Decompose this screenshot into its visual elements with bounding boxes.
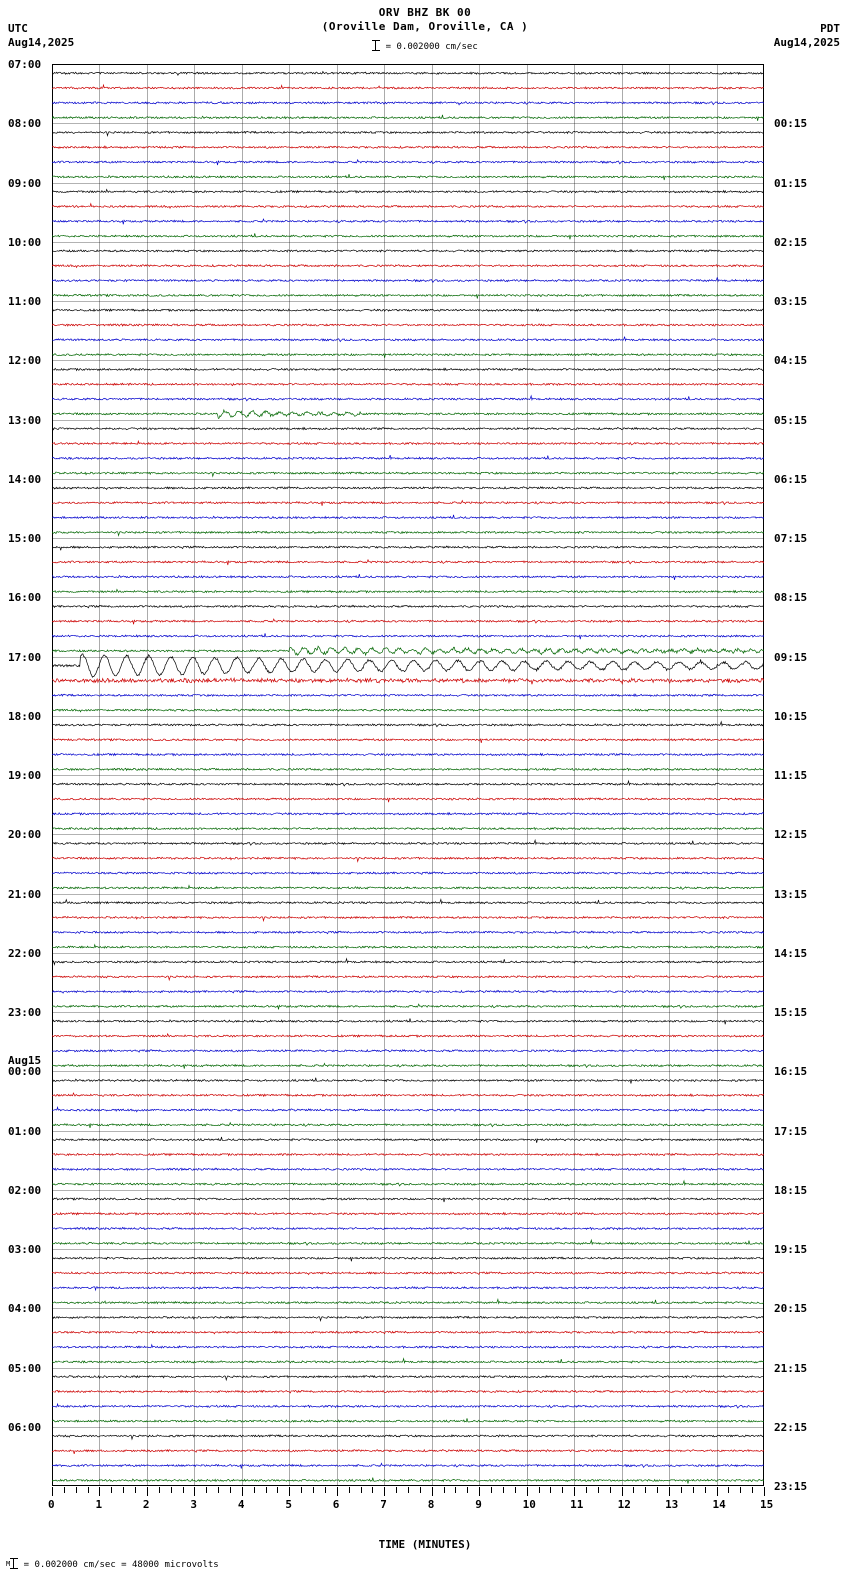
trace (52, 1153, 764, 1155)
pdt-timezone-label: PDT (820, 22, 840, 35)
x-tick-mark (396, 1487, 397, 1493)
utc-hour-label: 07:00 (8, 58, 42, 71)
trace (52, 560, 764, 565)
x-tick-label: 13 (665, 1498, 679, 1511)
trace (52, 131, 764, 135)
x-tick-label: 3 (190, 1498, 198, 1511)
trace (52, 990, 764, 993)
utc-hour-label: 21:00 (8, 887, 42, 901)
trace (52, 1418, 764, 1422)
trace (52, 368, 764, 370)
trace (52, 694, 764, 696)
utc-hour-label: 13:00 (8, 413, 42, 427)
x-tick-mark (527, 1487, 528, 1496)
x-tick-mark (610, 1487, 611, 1493)
x-tick-mark (171, 1487, 172, 1493)
trace (52, 589, 764, 592)
x-tick-mark (384, 1487, 385, 1496)
utc-date-label: Aug14,2025 (8, 36, 75, 49)
x-tick-mark (444, 1487, 445, 1493)
x-tick-mark (159, 1487, 160, 1493)
x-tick-mark (135, 1487, 136, 1493)
x-tick-mark (111, 1487, 112, 1493)
x-tick-mark (622, 1487, 623, 1496)
pdt-hour-label: 02:15 (774, 235, 808, 249)
pdt-hour-label: 07:15 (774, 532, 808, 545)
x-tick-label: 10 (522, 1498, 536, 1511)
x-axis-title: TIME (MINUTES) (378, 1538, 472, 1551)
utc-hour-label: 14:00 (8, 472, 42, 486)
trace (52, 633, 764, 639)
trace (52, 1390, 764, 1393)
x-tick-mark (289, 1487, 290, 1496)
x-tick-mark (681, 1487, 682, 1493)
x-tick-mark (574, 1487, 575, 1496)
x-tick-mark (728, 1487, 729, 1493)
x-tick-mark (657, 1487, 658, 1493)
x-tick-mark (361, 1487, 362, 1493)
trace (52, 1078, 764, 1084)
x-tick-mark (764, 1487, 765, 1496)
pdt-hour-label: 05:15 (774, 413, 808, 427)
trace (52, 945, 764, 949)
trace (52, 1257, 764, 1261)
chart-title-location: (Oroville Dam, Oroville, CA ) (321, 20, 529, 33)
x-tick-mark (479, 1487, 480, 1496)
trace (52, 189, 764, 192)
x-tick-label: 11 (570, 1498, 584, 1511)
x-tick-mark (76, 1487, 77, 1493)
trace (52, 294, 764, 298)
trace (52, 813, 764, 815)
footer-scale-note: M = 0.002000 cm/sec = 48000 microvolts (6, 1560, 219, 1570)
trace (52, 1345, 764, 1349)
utc-timezone-label: UTC (8, 22, 28, 35)
x-tick-mark (562, 1487, 563, 1493)
trace (52, 1004, 764, 1009)
pdt-hour-label: 08:15 (774, 591, 808, 605)
x-tick-label: 4 (237, 1498, 245, 1511)
trace (52, 410, 764, 418)
x-tick-mark (515, 1487, 516, 1493)
pdt-hour-label: 00:15 (774, 117, 808, 131)
trace (52, 739, 764, 743)
x-tick-mark (99, 1487, 100, 1496)
trace (52, 219, 764, 224)
trace (52, 1463, 764, 1468)
trace (52, 250, 764, 252)
trace (52, 798, 764, 802)
trace (52, 455, 764, 459)
pdt-hour-label: 14:15 (774, 946, 808, 960)
trace (52, 646, 764, 655)
x-tick-label: 12 (617, 1498, 631, 1511)
pdt-hour-label: 09:15 (774, 650, 808, 664)
x-tick-mark (467, 1487, 468, 1493)
trace (52, 899, 764, 903)
trace (52, 1227, 764, 1229)
trace (52, 574, 764, 580)
utc-hour-label: 02:00 (8, 1183, 42, 1197)
x-tick-label: 15 (760, 1498, 774, 1511)
trace (52, 515, 764, 519)
pdt-hour-label: 13:15 (774, 887, 808, 901)
trace (52, 354, 764, 358)
trace (52, 428, 764, 430)
x-tick-mark (230, 1487, 231, 1493)
trace (52, 72, 764, 76)
footer-text: = 0.002000 cm/sec = 48000 microvolts (23, 1560, 219, 1570)
x-tick-mark (254, 1487, 255, 1493)
trace (52, 753, 764, 755)
trace (52, 102, 764, 105)
trace (52, 1287, 764, 1290)
trace (52, 546, 764, 550)
trace (52, 1018, 764, 1024)
x-tick-label: 9 (475, 1498, 482, 1511)
pdt-hour-label: 20:15 (774, 1302, 808, 1316)
x-tick-mark (88, 1487, 89, 1493)
trace (52, 1478, 764, 1484)
x-tick-mark (669, 1487, 670, 1496)
pdt-hour-label: 04:15 (774, 354, 808, 368)
x-tick-mark (740, 1487, 741, 1493)
trace (52, 931, 764, 934)
x-tick-mark (408, 1487, 409, 1493)
x-tick-mark (64, 1487, 65, 1493)
trace (52, 857, 764, 861)
utc-hour-label: 16:00 (8, 591, 42, 605)
x-tick-label: 6 (332, 1498, 340, 1511)
utc-hour-label: 23:00 (8, 1006, 42, 1019)
x-tick-mark (183, 1487, 184, 1493)
utc-hour-label: 12:00 (8, 354, 42, 368)
x-tick-mark (313, 1487, 314, 1493)
pdt-hour-label: 23:15 (774, 1480, 808, 1493)
trace (52, 115, 764, 121)
pdt-hour-label: 11:15 (774, 769, 808, 782)
x-tick-mark (266, 1487, 267, 1493)
utc-hour-label: 00:00 (8, 1065, 42, 1079)
x-tick-mark (717, 1487, 718, 1496)
utc-hour-label: 04:00 (8, 1302, 42, 1316)
trace (52, 1272, 764, 1275)
trace (52, 1240, 764, 1245)
x-tick-mark (491, 1487, 492, 1493)
trace (52, 265, 764, 268)
utc-hour-label: 05:00 (8, 1361, 42, 1375)
trace (52, 828, 764, 830)
pdt-hour-label: 01:15 (774, 176, 808, 190)
x-tick-mark (372, 1487, 373, 1493)
trace (52, 160, 764, 165)
trace (52, 1376, 764, 1380)
x-tick-mark (693, 1487, 694, 1493)
x-tick-mark (645, 1487, 646, 1493)
x-tick-mark (586, 1487, 587, 1493)
trace (52, 277, 764, 282)
trace (52, 678, 764, 684)
trace (52, 768, 764, 770)
trace (52, 619, 764, 624)
utc-hour-label: 06:00 (8, 1420, 42, 1434)
x-tick-label: 7 (380, 1498, 387, 1511)
pdt-date-label: Aug14,2025 (773, 36, 840, 49)
trace (52, 886, 764, 890)
utc-hour-label: 20:00 (8, 828, 42, 842)
x-tick-label: 2 (142, 1498, 150, 1511)
trace (52, 501, 764, 506)
trace (52, 1181, 764, 1186)
x-tick-mark (337, 1487, 338, 1496)
utc-hour-label: 22:00 (8, 946, 42, 960)
trace (52, 85, 764, 89)
trace (52, 1198, 764, 1202)
trace (52, 709, 764, 712)
x-tick-label: 0 (48, 1498, 55, 1511)
trace (52, 1063, 764, 1068)
utc-hour-label: 09:00 (8, 176, 42, 190)
x-tick-mark (147, 1487, 148, 1496)
trace (52, 1107, 764, 1112)
date-divider-label: Aug15 (8, 1054, 42, 1068)
x-tick-mark (420, 1487, 421, 1493)
trace (52, 1168, 764, 1170)
trace (52, 309, 764, 311)
trace (52, 1331, 764, 1334)
x-tick-mark (705, 1487, 706, 1493)
trace (52, 1034, 764, 1037)
trace (52, 1435, 764, 1439)
x-tick-mark (325, 1487, 326, 1493)
x-tick-mark (349, 1487, 350, 1493)
x-tick-mark (752, 1487, 753, 1493)
pdt-hour-label: 18:15 (774, 1183, 808, 1197)
x-tick-mark (432, 1487, 433, 1496)
x-tick-label: 8 (427, 1498, 435, 1511)
pdt-hour-label: 21:15 (774, 1361, 808, 1375)
utc-hour-label: 19:00 (8, 769, 42, 782)
x-tick-mark (633, 1487, 634, 1493)
scale-bar-icon (372, 40, 380, 51)
trace (52, 174, 764, 180)
x-tick-mark (503, 1487, 504, 1493)
trace (52, 1137, 764, 1143)
utc-hour-label: 17:00 (8, 650, 42, 664)
trace (52, 1213, 764, 1215)
trace (52, 916, 764, 920)
x-tick-mark (242, 1487, 243, 1496)
trace (52, 605, 764, 607)
utc-hour-label: 10:00 (8, 235, 42, 249)
trace (52, 1050, 764, 1052)
trace (52, 872, 764, 875)
chart-title-station: ORV BHZ BK 00 (378, 6, 472, 19)
trace (52, 441, 764, 445)
utc-hour-label: 11:00 (8, 295, 42, 308)
trace (52, 204, 764, 209)
trace (52, 1123, 764, 1128)
utc-hour-label: 08:00 (8, 117, 42, 131)
trace (52, 233, 764, 239)
pdt-hour-label: 15:15 (774, 1006, 808, 1019)
scale-note-text: = 0.002000 cm/sec (385, 42, 478, 52)
pdt-hour-label: 22:15 (774, 1420, 808, 1434)
pdt-hour-label: 12:15 (774, 828, 808, 842)
trace (52, 1093, 764, 1096)
trace (52, 324, 764, 326)
x-tick-label: 1 (95, 1498, 103, 1511)
x-tick-label: 14 (712, 1498, 726, 1511)
trace (52, 976, 764, 980)
trace (52, 396, 764, 401)
trace (52, 1404, 764, 1408)
trace (52, 781, 764, 786)
trace (52, 1299, 764, 1303)
scale-note (0, 40, 850, 52)
trace (52, 383, 764, 385)
pdt-hour-label: 19:15 (774, 1243, 808, 1256)
pdt-hour-label: 17:15 (774, 1124, 808, 1138)
trace (52, 959, 764, 965)
helicorder-plot (52, 64, 764, 1486)
x-tick-mark (455, 1487, 456, 1493)
trace (52, 531, 764, 535)
trace (52, 722, 764, 727)
pdt-hour-label: 10:15 (774, 709, 808, 723)
x-tick-mark (598, 1487, 599, 1493)
trace (52, 1316, 764, 1320)
pdt-hour-label: 03:15 (774, 295, 808, 308)
trace (52, 1359, 764, 1363)
trace (52, 472, 764, 476)
x-tick-mark (206, 1487, 207, 1493)
trace (52, 337, 764, 342)
x-tick-mark (539, 1487, 540, 1493)
x-tick-label: 5 (285, 1498, 292, 1511)
x-tick-mark (52, 1487, 53, 1496)
trace (52, 1450, 764, 1454)
x-tick-mark (194, 1487, 195, 1496)
pdt-hour-label: 16:15 (774, 1065, 808, 1079)
x-tick-mark (123, 1487, 124, 1493)
x-tick-mark (301, 1487, 302, 1493)
footer-scale-bar-icon (10, 1558, 18, 1569)
x-tick-mark (218, 1487, 219, 1493)
x-tick-mark (550, 1487, 551, 1493)
trace (52, 487, 764, 490)
utc-hour-label: 01:00 (8, 1124, 42, 1138)
utc-hour-label: 03:00 (8, 1243, 42, 1256)
utc-hour-label: 15:00 (8, 532, 42, 545)
trace (52, 146, 764, 148)
x-tick-mark (277, 1487, 278, 1493)
pdt-hour-label: 06:15 (774, 472, 808, 486)
utc-hour-label: 18:00 (8, 709, 42, 723)
trace (52, 840, 764, 845)
